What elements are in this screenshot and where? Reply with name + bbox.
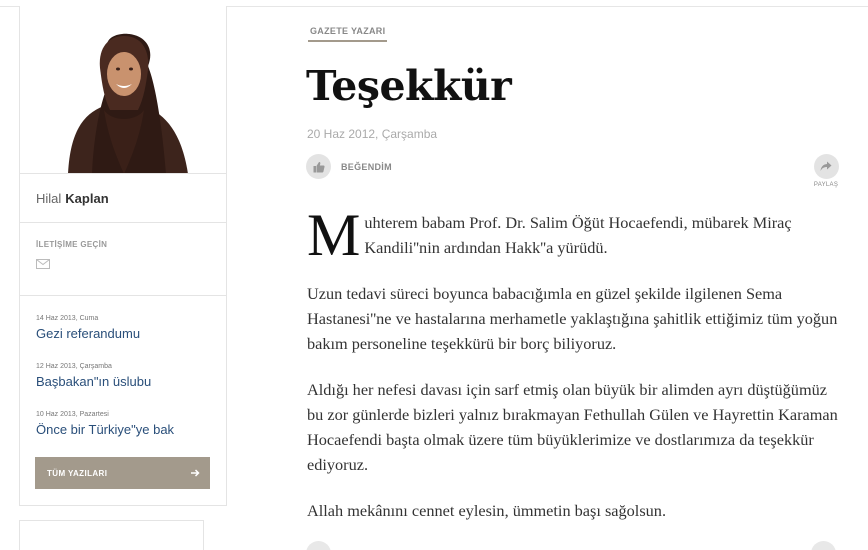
article-body: [307, 202, 847, 544]
all-posts-button[interactable]: [35, 457, 210, 489]
thumbs-up-icon: [313, 161, 325, 173]
author-name[interactable]: [20, 174, 226, 223]
recent-posts-list: [20, 296, 226, 459]
author-portrait-image: [20, 6, 226, 174]
category-badge[interactable]: GAZETE YAZARI: [308, 26, 387, 42]
contact-section: [20, 223, 226, 296]
share-arrow-icon: [820, 161, 832, 172]
post-title-link[interactable]: Önce bir Türkiye"ye bak: [36, 422, 175, 437]
list-item[interactable]: [20, 411, 226, 459]
list-item[interactable]: [20, 315, 226, 363]
arrow-right-icon: [190, 468, 200, 478]
share-button[interactable]: [811, 154, 841, 188]
share-label: PAYLAŞ: [813, 182, 839, 188]
post-title-link[interactable]: Gezi referandumu: [36, 326, 141, 341]
article-paragraph: [307, 202, 847, 268]
article-date: 20 Haz 2012, Çarşamba: [307, 127, 438, 141]
list-item[interactable]: [20, 363, 226, 411]
contact-label: İLETİŞİME GEÇİN: [36, 240, 108, 249]
sidebar-secondary-box: [19, 520, 204, 550]
article-paragraph: Allah mekânını cennet eylesin, ümmetin başı sağolsun.: [307, 501, 667, 520]
article-paragraph: Aldığı her nefesi davası için sarf etmiş olan büyük bir alimden ayrı düştüğümüz bu zor günlerde bizleri yalnız bırakmayan Fethullah Gülen ve Hayrettin Karaman Hocaefendi başta olmak üzere tüm büyüklerimize ve dostlarımıza da teşekkür ediyoruz.: [307, 380, 838, 474]
post-date: 10 Haz 2013, Pazartesi: [36, 411, 109, 418]
article-paragraph: Uzun tedavi süreci boyunca babacığımla en güzel şekilde ilgilenen Sema Hastanesi''ne ve hastalarına merhametle yaklaştığına şahitlik ettiğimiz tüm yoğun bakım personeline teşekkürü bir borç biliyoruz.: [307, 284, 838, 353]
article-title: Teşekkür: [306, 62, 512, 110]
post-title-link[interactable]: Başbakan"ın üslubu: [36, 374, 152, 389]
author-first-name: Hilal: [36, 191, 62, 206]
post-date: 12 Haz 2013, Çarşamba: [36, 363, 112, 370]
all-posts-label: TÜM YAZILARI: [47, 468, 108, 478]
like-circle: [306, 154, 331, 179]
mail-icon[interactable]: [36, 259, 50, 269]
post-date: 14 Haz 2013, Cuma: [36, 315, 99, 322]
author-last-name: Kaplan: [65, 191, 109, 206]
like-label: BEĞENDİM: [341, 161, 392, 172]
author-photo: [20, 6, 226, 174]
drop-cap: M: [307, 202, 361, 268]
like-button[interactable]: [306, 154, 392, 179]
share-circle: [814, 154, 839, 179]
paragraph-text: uhterem babam Prof. Dr. Salim Öğüt Hocaefendi, mübarek Miraç Kandili''nin ardından Hakk''a yürüdü.: [364, 213, 792, 257]
author-sidebar: [19, 6, 227, 506]
